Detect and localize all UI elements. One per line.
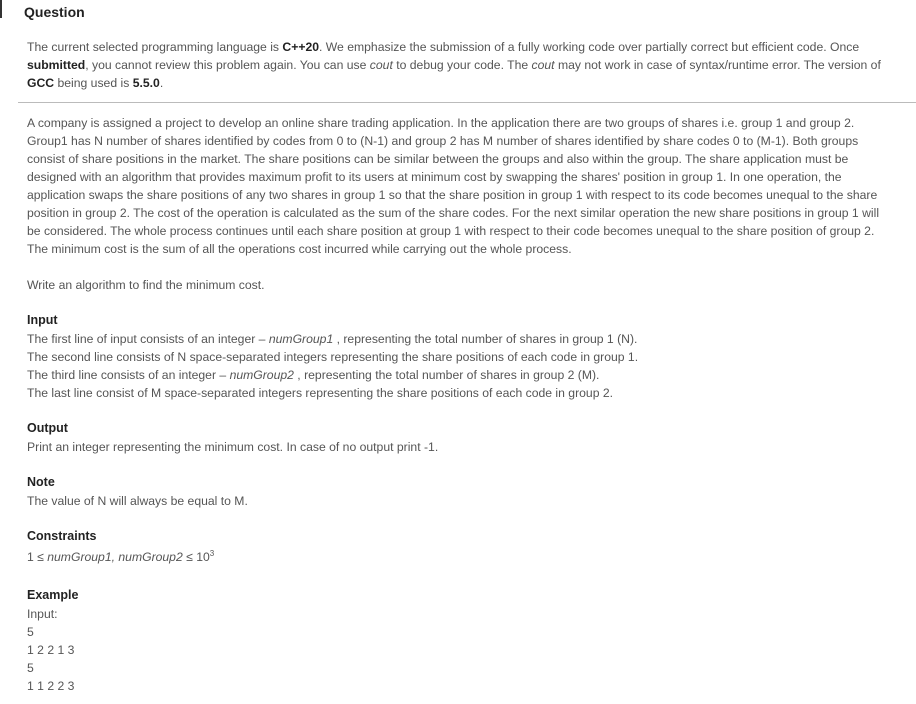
question-header (0, 0, 916, 26)
example-line: 1 2 2 1 3 (27, 643, 75, 657)
submitted-word: submitted (27, 58, 86, 72)
note-heading: Note (27, 475, 55, 489)
output-heading: Output (27, 421, 68, 435)
input-description (27, 330, 893, 402)
question-title: Question (24, 4, 85, 20)
gcc-word: GCC (27, 76, 55, 90)
input-line-1: The first line of input consists of an integer – numGroup1 , representing the total number of shares in group 1 (N). (27, 332, 638, 346)
example-line: 5 (27, 625, 34, 639)
note-description: The value of N will always be equal to M. (27, 494, 248, 508)
example-line: 1 1 2 2 3 (27, 679, 75, 693)
example-input-label: Input: (27, 607, 58, 621)
language-name: C++20 (282, 40, 319, 54)
example-line: 5 (27, 661, 34, 675)
input-line-3: The third line consists of an integer – numGroup2 , representing the total number of shares in group 2 (M). (27, 368, 600, 382)
example-block (27, 605, 893, 695)
problem-description: A company is assigned a project to develop an online share trading application. In the application there are two groups of shares i.e. group 1 and group 2. Group1 has N number of shares identified by codes from 0 to (N-1) and group 2 has M number of shares identified by share codes 0 to (M-1). Both groups consist of share positions in the market. The share positions can be similar between the groups and also within the group. The share application must be designed with an algorithm that provides maximum profit to its users at minimum cost by swapping the shares' position in group 1. In one operation, the application swaps the share positions of any two shares in group 1 so that the share position in group 1 with respect to its code becomes unequal to the share position in group 2. The cost of the operation is calculated as the sum of the share codes. For the next similar operation the new share positions in group 1 will be considered. The whole process continues until each share position at group 1 with respect to their code becomes unequal to the share position of group 2. The minimum cost is the sum of all the operations cost incurred while carrying out the whole process. (27, 116, 880, 256)
output-description: Print an integer representing the minimum cost. In case of no output print -1. (27, 440, 439, 454)
section-divider (18, 102, 916, 103)
constraints-description: 1 ≤ numGroup1, numGroup2 ≤ $10^3$ (27, 548, 215, 564)
input-line-4: The last line consist of M space-separated integers representing the share positions of each code in group 2. (27, 386, 614, 400)
input-line-2: The second line consists of N space-separated integers representing the share positions of each code in group 1. (27, 350, 639, 364)
example-heading: Example (27, 588, 79, 602)
input-heading: Input (27, 313, 58, 327)
gcc-version: 5.5.0 (132, 76, 160, 90)
language-notice: The current selected programming language is C++20. We emphasize the submission of a fully working code over partially correct but efficient code. Once submitted, you cannot review this problem again. You can use cout to debug your code. The cout may not work in case of syntax/runtime error. The version of GCC being used is 5.5.0. (27, 40, 881, 90)
task-statement: Write an algorithm to find the minimum cost. (27, 278, 265, 292)
constraints-heading: Constraints (27, 529, 97, 543)
